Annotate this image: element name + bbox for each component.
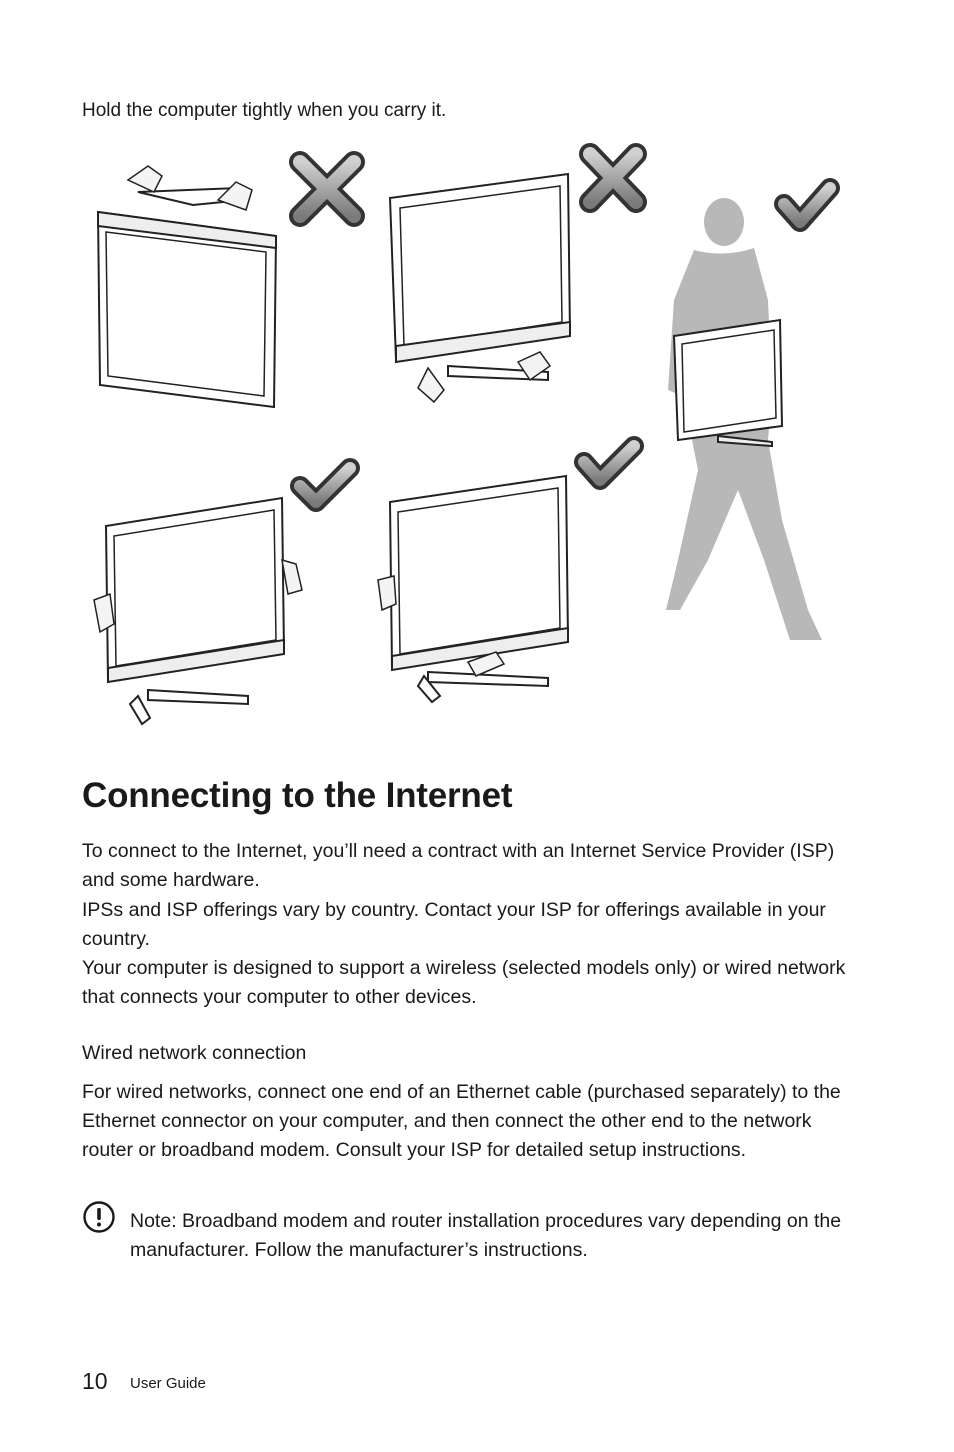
note-body: Broadband modem and router installation procedures vary depending on the manufacturer. Follow the manufacturer’s instructions. xyxy=(130,1210,842,1261)
paragraph-2: IPSs and ISP offerings vary by country. Contact your ISP for offerings available in your country. xyxy=(82,899,826,950)
correct-mark-3-icon xyxy=(584,446,634,480)
monitor-held-side-bottom xyxy=(378,476,568,702)
monitor-held-by-stand xyxy=(390,174,570,402)
note-text xyxy=(130,1207,870,1265)
wrong-mark-1-icon xyxy=(300,162,354,216)
note-alert-icon xyxy=(82,1200,116,1234)
note-label: Note: xyxy=(130,1210,177,1232)
subheading: Wired network connection xyxy=(82,1042,307,1064)
footer-title: User Guide xyxy=(130,1375,206,1392)
paragraph-1: To connect to the Internet, you’ll need a contract with an Internet Service Provider (ISP) and some hardware. xyxy=(82,840,835,891)
intro-text: Hold the computer tightly when you carry it. xyxy=(82,100,447,121)
page-number: 10 xyxy=(82,1368,108,1394)
paragraph-3: Your computer is designed to support a wireless (selected models only) or wired network that connects your computer to other devices. xyxy=(82,957,846,1008)
monitor-upside-down xyxy=(98,166,276,407)
section-heading: Connecting to the Internet xyxy=(82,776,513,815)
correct-mark-1-icon xyxy=(784,188,830,222)
correct-mark-2-icon xyxy=(300,468,350,502)
monitor-held-by-sides-left xyxy=(94,498,302,724)
wired-paragraph: For wired networks, connect one end of an Ethernet cable (purchased separately) to the Ethernet connector on your computer, and then connect the other end to the network router or broadband modem. Consult your ISP for detailed setup instructions. xyxy=(82,1081,841,1161)
wrong-mark-2-icon xyxy=(590,154,636,202)
monitor-carried xyxy=(674,320,782,446)
carrying-illustration xyxy=(78,140,868,730)
